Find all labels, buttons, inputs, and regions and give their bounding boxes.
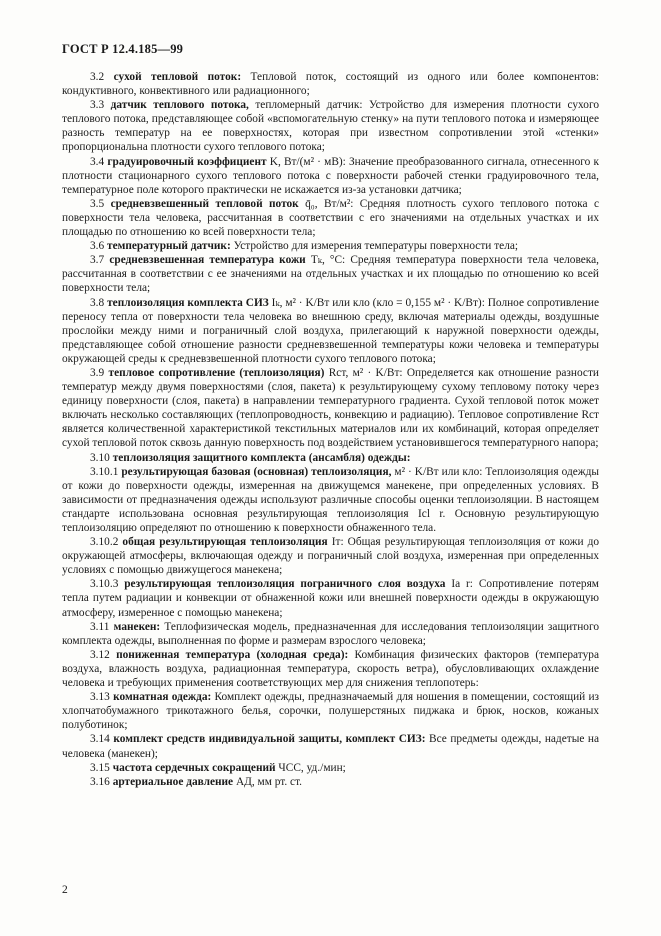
term: комплект средств индивидуальной защиты, комплект СИЗ: <box>113 733 426 746</box>
document-body <box>62 70 599 789</box>
term: комнатная одежда: <box>113 691 212 704</box>
term: результирующая теплоизоляция пограничного слоя воздуха <box>124 578 446 591</box>
page-number: 2 <box>62 884 68 896</box>
paragraph-3-9: 3.9 тепловое сопротивление (теплоизоляция) Rcт, м² · K/Вт: Определяется как отношение разности температур между двумя поверхностями (слоя, пакета) к результирующему сухому тепловому потоку через единицу поверхности (слоя, пакета) в направлении температурного градиента. Сухой тепловой поток может включать несколько составляющих (теплопроводность, конвекцию и радиацию). Тепловое сопротивление Rcт является количественной характеристикой текстильных материалов или их комбинаций, которая определяет сухой тепловой поток сквозь данную поверхность под воздействием установившегося температурного напора; <box>62 366 599 450</box>
term: градуировочный коэффициент <box>107 155 267 168</box>
paragraph-3-16: 3.16 артериальное давление АД, мм рт. ст. <box>90 775 303 788</box>
paragraph-3-2: 3.2 сухой тепловой поток: Тепловой поток, состоящий из одного или более компонентов: кондуктивного, конвективного или радиационного; <box>62 71 600 98</box>
paragraph-3-10: 3.10 теплоизоляция защитного комплекта (ансамбля) одежды: <box>90 451 411 464</box>
term: теплоизоляция комплекта СИЗ <box>107 296 269 309</box>
paragraph-3-4: 3.4 градуировочный коэффициент K, Вт/(м² · мВ): Значение преобразованного сигнала, отнесенного к плотности стационарного сухого теплового потока с поверхности рабочей стенки градуировочного тела, температурное поле которого практически не искажается из-за установки датчика; <box>62 155 600 196</box>
paragraph-3-7: 3.7 средневзвешенная температура кожи Tₖ, °С: Средняя температура поверхности тела человека, рассчитанная в соответствии с ее значениями на отдельных участках и их площадью по отношению ко всей поверхности тела; <box>62 254 599 295</box>
term: средневзвешенный тепловой поток <box>110 197 299 210</box>
paragraph-3-5: 3.5 средневзвешенный тепловой поток q̄₀, Вт/м²: Средняя плотность сухого теплового потока с поверхности тела человека, рассчитанная в соответствии с его значениями на отдельных участках и их площадью по отношению ко всей поверхности тела; <box>62 197 599 239</box>
paragraph-3-13: 3.13 комнатная одежда: Комплект одежды, предназначаемый для ношения в помещении, состоящий из хлопчатобумажного трикотажного белья, сорочки, полушерстяных пиджака и брюк, носков, кожаных полуботинок; <box>62 691 600 732</box>
term: частота сердечных сокращений <box>112 761 276 774</box>
document-header: ГОСТ Р 12.4.185—99 <box>62 42 184 56</box>
term: общая результирующая теплоизоляция <box>122 536 328 549</box>
paragraph-3-10-2: 3.10.2 общая результирующая теплоизоляция Iт: Общая результирующая теплоизоляция от кожи до окружающей атмосферы, включающая одежду и пограничный слой воздуха, измеренная при определенных условиях с помощью движущегося манекена; <box>62 536 600 577</box>
term: сухой тепловой поток: <box>113 71 242 83</box>
paragraph-3-3: 3.3 датчик теплового потока, тепломерный датчик: Устройство для измерения плотности сухого теплового потока, представляющее собой «вспомогательную стенку» на пути теплового потока и измеряющее разность температур на ее поверхностях, которая при известном сопротивлении этой «стенки» пропорциональна плотности сухого теплового потока; <box>62 99 600 154</box>
paragraph-3-15: 3.15 частота сердечных сокращений ЧСС, уд./мин; <box>90 761 346 774</box>
term: температурный датчик: <box>107 240 231 253</box>
paragraph-3-8: 3.8 теплоизоляция комплекта СИЗ Iₖ, м² · K/Вт или кло (кло = 0,155 м² · K/Вт): Полное сопротивление переносу тепла от поверхности тела человека во внешнюю среду, включая материалы одежды, воздушные прослойки между ними и пограничный слой воздуха, прилегающий к наружной поверхности одежды, представляющее собой отношение разности средневзвешенной температуры кожи человека и температуры окружающей среды к средневзвешенной плотности сухого теплового потока; <box>62 296 600 365</box>
term: тепловое сопротивление (теплоизоляция) <box>108 366 325 379</box>
paragraph-3-10-3: 3.10.3 результирующая теплоизоляция пограничного слоя воздуха Ia r: Сопротивление потерям тепла путем радиации и конвекции от обнаженной кожи или внешней поверхности одежды в окружающую атмосферу, измеренное с помощью манекена; <box>62 578 599 619</box>
term: средневзвешенная температура кожи <box>109 254 306 267</box>
paragraph-3-11: 3.11 манекен: Теплофизическая модель, предназначенная для исследования теплоизоляции защитного комплекта одежды, выполненная по форме и размерам взрослого человека; <box>62 620 599 647</box>
term: датчик теплового потока, <box>110 99 249 112</box>
paragraph-3-10-1: 3.10.1 результирующая базовая (основная) теплоизоляция, м² · K/Вт или кло: Теплоизоляция одежды от кожи до поверхности одежды, измеренная на движущемся манекене, при определенных условиях. В зависимости от предназначения одежды используют различные способы оценки теплоизоляции. В настоящем стандарте использована основная результирующая теплоизоляция Icl r. Основную результирующую теплоизоляцию определяют по отношению к поверхности обнаженного тела. <box>62 465 599 534</box>
term: манекен: <box>113 620 161 633</box>
paragraph-3-6: 3.6 температурный датчик: Устройство для измерения температуры поверхности тела; <box>90 240 519 253</box>
term: теплоизоляция защитного комплекта (ансамбля) одежды: <box>112 451 411 464</box>
term: результирующая базовая (основная) теплоизоляция, <box>121 465 392 478</box>
term: артериальное давление <box>112 775 234 788</box>
term: пониженная температура (холодная среда): <box>116 648 349 661</box>
paragraph-3-14: 3.14 комплект средств индивидуальной защиты, комплект СИЗ: Все предметы одежды, надетые на человека (манекен); <box>62 733 599 760</box>
paragraph-3-12: 3.12 пониженная температура (холодная среда): Комбинация физических факторов (температура воздуха, влажность воздуха, радиационная температура, скорость ветра), обусловливающих охлаждение человека и требующих применения соответствующих мер для снижения теплопотерь: <box>62 648 599 690</box>
